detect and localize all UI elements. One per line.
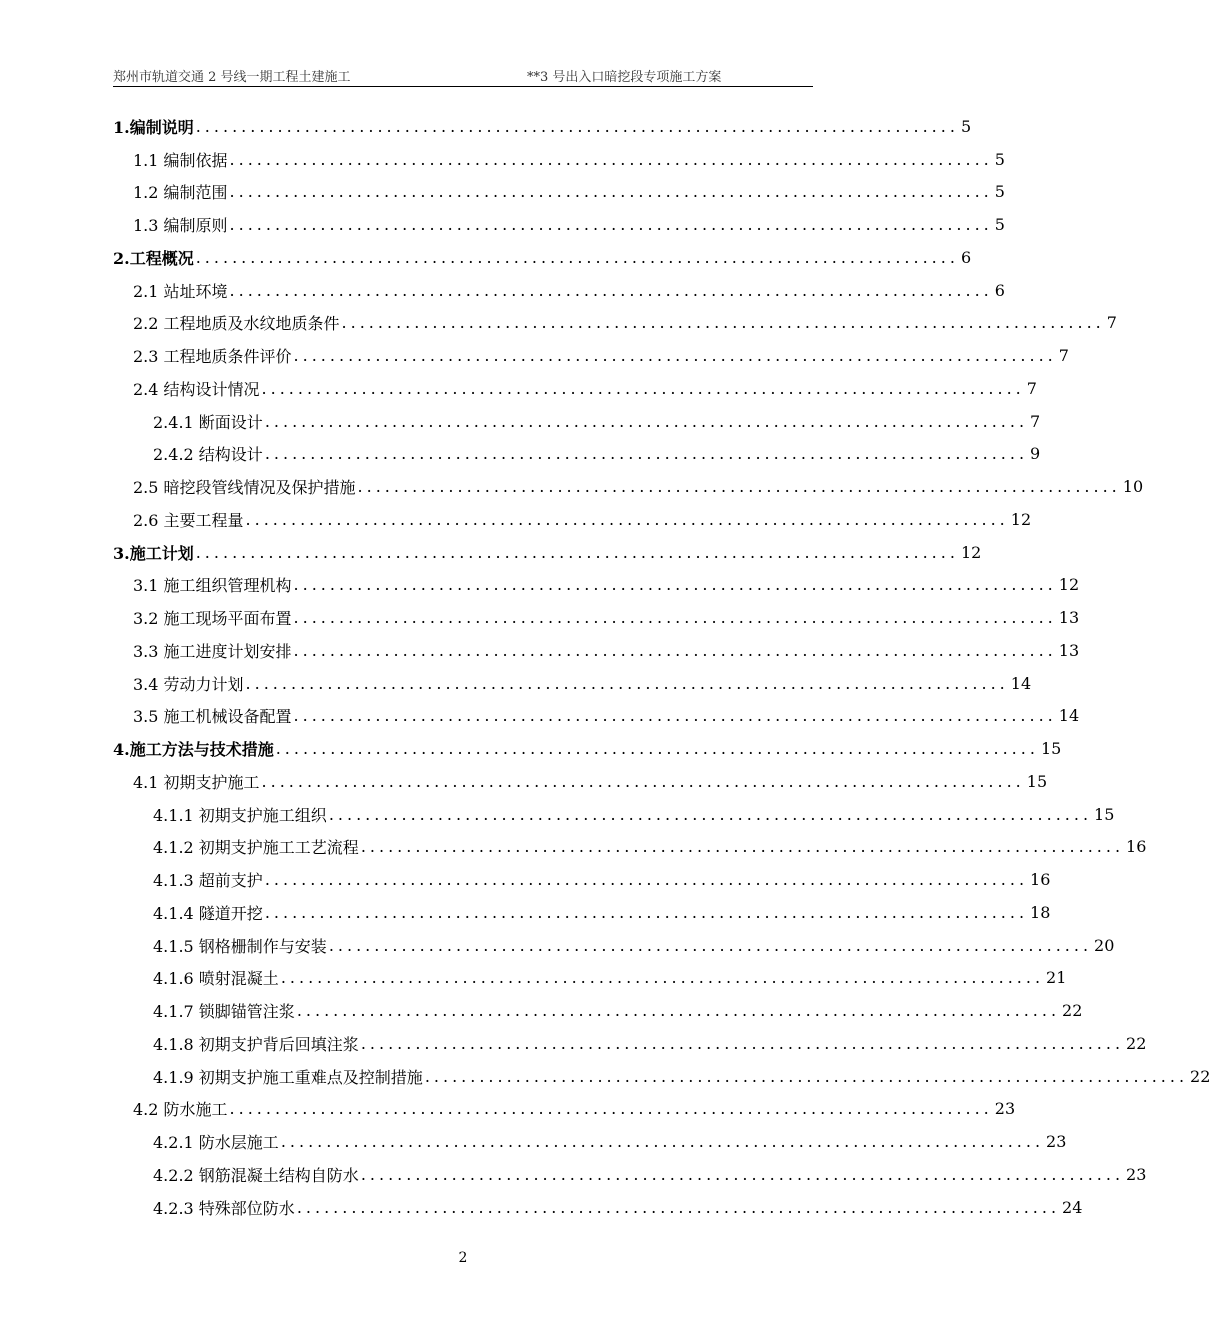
toc-entry-title: 4.施工方法与技术措施	[113, 740, 274, 760]
toc-entry-title: 1.3 编制原则	[133, 216, 228, 236]
toc-entry-page: 6	[960, 247, 972, 267]
toc-entry[interactable]	[113, 176, 1005, 209]
toc-entry[interactable]	[113, 405, 1041, 438]
toc-entry[interactable]	[113, 929, 1115, 962]
header-project-title: 郑州市轨道交通 2 号线一期工程土建施工	[113, 70, 351, 85]
toc-dot-leader: ....................................................................................	[229, 215, 993, 235]
toc-entry-page: 7	[1030, 411, 1041, 431]
toc-entry-title: 4.1.2 初期支护施工工艺流程	[153, 838, 359, 858]
toc-entry[interactable]	[113, 1027, 1147, 1060]
toc-entry-title: 4.1.4 隧道开挖	[153, 903, 263, 923]
toc-entry[interactable]	[113, 732, 1062, 765]
toc-dot-leader: ....................................................................................	[293, 346, 1057, 366]
toc-dot-leader: ....................................................................................	[229, 280, 993, 300]
toc-entry-page: 23	[994, 1099, 1016, 1119]
toc-entry[interactable]	[113, 896, 1051, 929]
toc-entry[interactable]	[113, 503, 1032, 536]
toc-dot-leader: ....................................................................................	[195, 116, 959, 136]
toc-entry[interactable]	[113, 765, 1048, 798]
toc-entry-title: 2.工程概况	[113, 248, 194, 268]
toc-entry[interactable]	[113, 241, 972, 274]
toc-entry-page: 10	[1122, 477, 1144, 497]
toc-dot-leader: ....................................................................................	[195, 247, 959, 267]
toc-entry-title: 3.3 施工进度计划安排	[133, 641, 292, 661]
toc-dot-leader: ....................................................................................	[229, 149, 993, 169]
toc-entry-title: 4.1 初期支护施工	[133, 772, 260, 792]
toc-entry[interactable]	[113, 1125, 1067, 1158]
toc-dot-leader: ....................................................................................	[293, 640, 1057, 660]
page-header	[113, 66, 813, 87]
toc-entry[interactable]	[113, 339, 1069, 372]
toc-entry-title: 4.1.5 钢格栅制作与安装	[153, 936, 327, 956]
toc-entry[interactable]	[113, 962, 1067, 995]
toc-entry-title: 4.1.3 超前支护	[153, 871, 263, 891]
toc-entry-title: 4.2.2 钢筋混凝土结构自防水	[153, 1165, 359, 1185]
toc-dot-leader: ....................................................................................	[296, 1197, 1061, 1217]
toc-dot-leader: ....................................................................................	[360, 1164, 1125, 1184]
toc-dot-leader: ....................................................................................	[229, 1099, 993, 1119]
toc-entry-page: 7	[1106, 313, 1117, 333]
toc-entry-title: 1.2 编制范围	[133, 183, 228, 203]
toc-entry-page: 7	[1058, 346, 1069, 366]
toc-entry-title: 3.施工计划	[113, 543, 194, 563]
toc-entry-page: 13	[1058, 608, 1080, 628]
toc-dot-leader: ....................................................................................	[264, 444, 1029, 464]
toc-entry-title: 4.2 防水施工	[133, 1100, 228, 1120]
toc-entry[interactable]	[113, 470, 1144, 503]
toc-dot-leader: ....................................................................................	[341, 313, 1105, 333]
toc-dot-leader: ....................................................................................	[275, 739, 1039, 759]
toc-entry[interactable]	[113, 372, 1037, 405]
toc-entry-page: 21	[1046, 968, 1067, 988]
toc-entry-title: 1.1 编制依据	[133, 150, 228, 170]
toc-entry-page: 22	[1126, 1033, 1147, 1053]
toc-entry-title: 2.2 工程地质及水纹地质条件	[133, 314, 340, 334]
toc-dot-leader: ....................................................................................	[264, 902, 1029, 922]
toc-entry[interactable]	[113, 274, 1005, 307]
toc-dot-leader: ....................................................................................	[280, 1132, 1045, 1152]
toc-entry-title: 4.2.3 特殊部位防水	[153, 1198, 295, 1218]
toc-entry-page: 23	[1046, 1132, 1067, 1152]
toc-entry[interactable]	[113, 601, 1080, 634]
toc-entry[interactable]	[113, 569, 1080, 602]
toc-entry-title: 2.5 暗挖段管线情况及保护措施	[133, 478, 356, 498]
toc-entry-title: 2.3 工程地质条件评价	[133, 347, 292, 367]
toc-entry[interactable]	[113, 863, 1051, 896]
toc-entry-page: 16	[1126, 837, 1147, 857]
toc-entry[interactable]	[113, 798, 1115, 831]
toc-entry[interactable]	[113, 208, 1005, 241]
toc-dot-leader: ....................................................................................	[229, 182, 993, 202]
toc-entry-page: 18	[1030, 902, 1051, 922]
toc-entry-page: 13	[1058, 640, 1080, 660]
toc-entry-page: 5	[994, 182, 1005, 202]
toc-dot-leader: ....................................................................................	[280, 968, 1045, 988]
toc-entry-title: 4.1.7 锁脚锚管注浆	[153, 1002, 295, 1022]
toc-entry-title: 2.1 站址环境	[133, 281, 228, 301]
toc-entry-title: 3.5 施工机械设备配置	[133, 707, 292, 727]
toc-dot-leader: ....................................................................................	[293, 608, 1057, 628]
toc-entry-page: 5	[994, 215, 1005, 235]
toc-entry-page: 5	[994, 149, 1005, 169]
toc-dot-leader: ....................................................................................	[195, 542, 959, 562]
toc-entry[interactable]	[113, 536, 982, 569]
toc-entry-page: 15	[1094, 804, 1115, 824]
toc-entry-title: 4.1.1 初期支护施工组织	[153, 805, 327, 825]
toc-entry[interactable]	[113, 307, 1117, 340]
toc-entry[interactable]	[113, 1191, 1083, 1224]
toc-entry-title: 4.1.6 喷射混凝土	[153, 969, 279, 989]
toc-entry-page: 20	[1094, 935, 1115, 955]
toc-dot-leader: ....................................................................................	[360, 837, 1125, 857]
toc-entry-title: 2.4 结构设计情况	[133, 379, 260, 399]
toc-entry-page: 6	[994, 280, 1005, 300]
toc-entry-title: 4.1.9 初期支护施工重难点及控制措施	[153, 1067, 423, 1087]
toc-entry-page: 14	[1010, 673, 1032, 693]
toc-entry[interactable]	[113, 667, 1032, 700]
toc-dot-leader: ....................................................................................	[360, 1033, 1125, 1053]
toc-entry-title: 2.6 主要工程量	[133, 510, 244, 530]
toc-dot-leader: ....................................................................................	[261, 378, 1025, 398]
toc-entry[interactable]	[113, 1093, 1016, 1126]
toc-entry[interactable]	[113, 634, 1080, 667]
toc-entry-title: 3.2 施工现场平面布置	[133, 609, 292, 629]
toc-entry[interactable]	[113, 700, 1080, 733]
toc-entry-page: 12	[1058, 575, 1080, 595]
toc-entry[interactable]	[113, 1060, 1210, 1093]
toc-entry-title: 3.1 施工组织管理机构	[133, 576, 292, 596]
toc-entry-page: 5	[960, 116, 972, 136]
toc-entry-title: 4.1.8 初期支护背后回填注浆	[153, 1034, 359, 1054]
toc-dot-leader: ....................................................................................	[357, 477, 1121, 497]
toc-entry-page: 16	[1030, 870, 1051, 890]
toc-entry-page: 15	[1026, 771, 1048, 791]
toc-entry-title: 1.编制说明	[113, 117, 194, 137]
toc-entry[interactable]	[113, 994, 1083, 1027]
toc-entry-title: 3.4 劳动力计划	[133, 674, 244, 694]
toc-dot-leader: ....................................................................................	[424, 1066, 1189, 1086]
toc-entry-page: 24	[1062, 1197, 1083, 1217]
page-number: 2	[458, 1250, 468, 1266]
toc-entry-page: 15	[1040, 739, 1062, 759]
toc-entry-title: 2.4.1 断面设计	[153, 412, 263, 432]
toc-dot-leader: ....................................................................................	[245, 509, 1009, 529]
toc-entry[interactable]	[113, 831, 1147, 864]
toc-dot-leader: ....................................................................................	[264, 870, 1029, 890]
toc-entry-page: 12	[1010, 509, 1032, 529]
toc-entry[interactable]	[113, 1158, 1147, 1191]
toc-entry-page: 14	[1058, 706, 1080, 726]
toc-entry[interactable]	[113, 438, 1041, 471]
table-of-contents	[113, 110, 1210, 1224]
toc-entry-page: 7	[1026, 378, 1037, 398]
toc-dot-leader: ....................................................................................	[296, 1001, 1061, 1021]
toc-entry-page: 9	[1030, 444, 1041, 464]
toc-dot-leader: ....................................................................................	[261, 771, 1025, 791]
toc-entry-page: 23	[1126, 1164, 1147, 1184]
toc-entry-page: 22	[1062, 1001, 1083, 1021]
toc-entry[interactable]	[113, 143, 1005, 176]
toc-entry-title: 4.2.1 防水层施工	[153, 1133, 279, 1153]
toc-dot-leader: ....................................................................................	[328, 935, 1093, 955]
toc-entry-title: 2.4.2 结构设计	[153, 445, 263, 465]
toc-entry-page: 12	[960, 542, 982, 562]
toc-dot-leader: ....................................................................................	[264, 411, 1029, 431]
toc-dot-leader: ....................................................................................	[245, 673, 1009, 693]
toc-entry[interactable]	[113, 110, 972, 143]
toc-entry-page: 22	[1190, 1066, 1210, 1086]
toc-dot-leader: ....................................................................................	[293, 706, 1057, 726]
header-document-title: **3 号出入口暗挖段专项施工方案	[527, 70, 722, 85]
toc-dot-leader: ....................................................................................	[328, 804, 1093, 824]
toc-dot-leader: ....................................................................................	[293, 575, 1057, 595]
